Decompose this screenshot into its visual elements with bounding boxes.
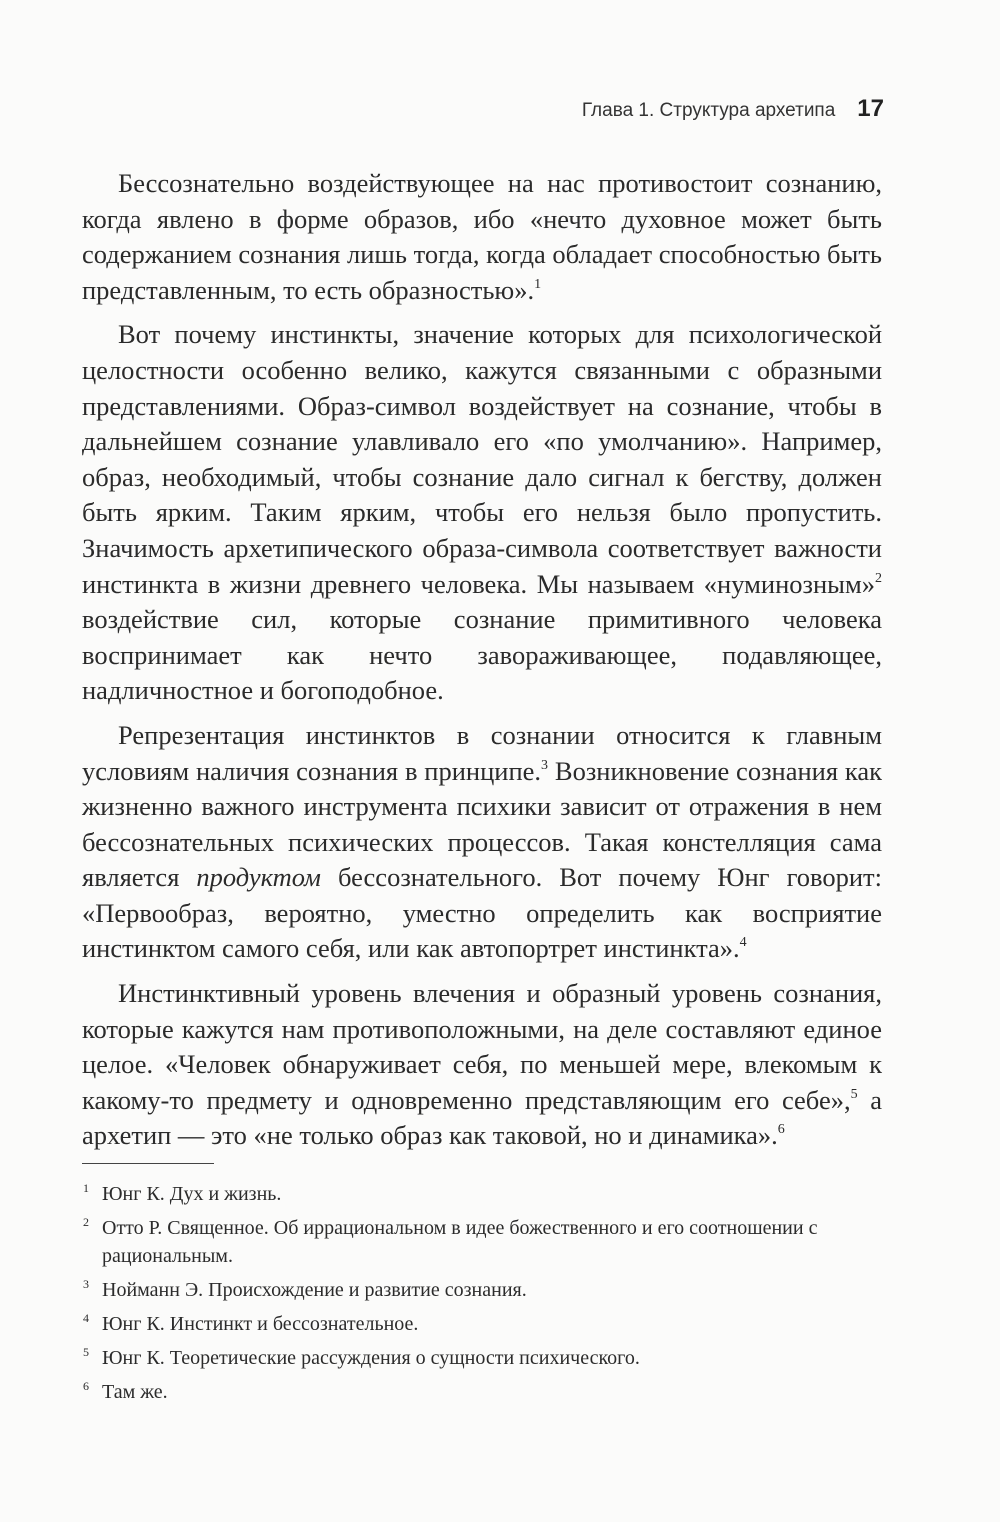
- footnote-number: 2: [83, 1215, 89, 1229]
- footnote-text: Нойманн Э. Происхождение и развитие сознания.: [102, 1279, 527, 1301]
- text-run: Возникновение сознания как жизненно важного инструмента психики зависит от отражения в нем бессознательных психических процессов. Такая констелляция сама является: [82, 755, 882, 893]
- footnotes: [82, 1180, 882, 1412]
- footnote: [82, 1214, 882, 1270]
- footnote-text: Юнг К. Инстинкт и бессознательное.: [102, 1313, 419, 1335]
- footnote: [82, 1276, 882, 1304]
- footnote: [82, 1310, 882, 1338]
- footnote: [82, 1378, 882, 1406]
- paragraph: [82, 317, 882, 709]
- footnote-number: 4: [83, 1311, 89, 1325]
- text-run: бессознательного. Вот почему Юнг говорит: «Первообраз, вероятно, уместно определить как восприятие инстинктом самого себя, или как автопортрет инстинкта».: [82, 862, 882, 964]
- footnote: [82, 1344, 882, 1372]
- footnote: [82, 1180, 882, 1208]
- text-run: воздействие сил, которые сознание примитивного человека воспринимает как нечто завораживающее, подавляющее, надличностное и богоподобное.: [82, 604, 882, 706]
- text-run: Вот почему инстинкты, значение которых для психологической целостности особенно велико, кажутся связанными с образными представлениями. Образ-символ воздействует на сознание, чтобы в дальнейшем сознание улавливало его «по умолчанию». Например, образ, необходимый, чтобы сознание дало сигнал к бегству, должен быть ярким. Таким ярким, чтобы его нельзя было пропустить. Значимость архетипического образа-символа соответствует важности инстинкта в жизни древнего человека. Мы называем «нуминозным»: [82, 319, 882, 599]
- footnote-number: 3: [83, 1277, 89, 1291]
- footnote-text: Юнг К. Дух и жизнь.: [102, 1183, 282, 1205]
- paragraph: [82, 976, 882, 1154]
- footnote-ref: 4: [739, 935, 747, 951]
- footnote-number: 5: [83, 1345, 89, 1359]
- chapter-title: Глава 1. Структура архетипа: [581, 100, 836, 121]
- footnote-number: 1: [83, 1181, 89, 1195]
- running-head: [582, 95, 884, 123]
- footnote-divider: [82, 1163, 214, 1164]
- footnote-ref: 2: [875, 570, 882, 586]
- text-run: Репрезентация инстинктов в сознании относится к главным условиям наличия сознания в принципе.: [82, 719, 882, 786]
- text-run: Инстинктивный уровень влечения и образный уровень сознания, которые кажутся нам противоположными, на деле составляют единое целое. «Человек обнаруживает себя, по меньшей мере, влекомым к какому-то предмету и одновременно представляющим его себе»,: [82, 978, 882, 1115]
- text-run: а архетип — это «не только образ как таковой, но и динамика».: [82, 1084, 882, 1151]
- page-number: 17: [857, 95, 884, 122]
- text-run: Бессознательно воздействующее на нас противостоит сознанию, когда явлено в форме образов, ибо «нечто духовное может быть содержанием сознания лишь тогда, когда обладает способностью быть представленным, то есть образностью».: [82, 168, 882, 305]
- footnote-text: Там же.: [102, 1381, 168, 1403]
- footnote-ref: 5: [850, 1086, 858, 1102]
- main-text: [82, 166, 882, 1163]
- footnote-number: 6: [83, 1379, 89, 1393]
- paragraph: [82, 166, 882, 308]
- footnote-ref: 6: [777, 1122, 785, 1138]
- emphasis-text: продуктом: [196, 862, 321, 893]
- paragraph: [82, 718, 882, 967]
- footnote-text: Отто Р. Священное. Об иррациональном в идее божественного и его соотношении с рациональным.: [102, 1217, 818, 1267]
- footnote-text: Юнг К. Теоретические рассуждения о сущности психического.: [102, 1347, 640, 1369]
- footnote-ref: 3: [541, 757, 549, 773]
- footnote-ref: 1: [534, 276, 542, 292]
